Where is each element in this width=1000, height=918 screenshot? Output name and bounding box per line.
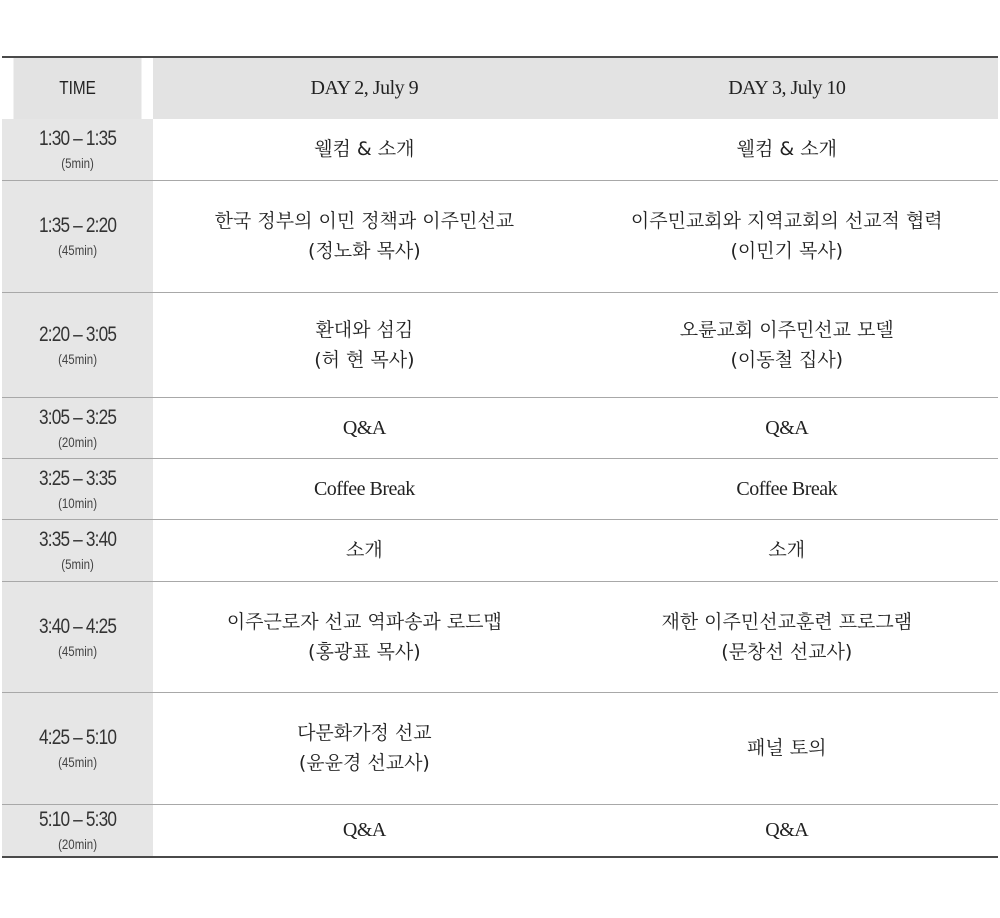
day2-session	[153, 519, 575, 581]
time-range: 3:05 – 3:25	[38, 405, 117, 429]
day2-session	[153, 180, 575, 292]
header-row	[2, 57, 998, 119]
session-title: Q&A	[342, 819, 386, 842]
day3-session	[576, 692, 998, 804]
time-duration: (45min)	[58, 350, 98, 367]
table-row	[2, 119, 998, 180]
table-row	[2, 180, 998, 292]
day2-session	[153, 581, 575, 692]
session-title: 오륜교회 이주민선교 모델	[679, 318, 894, 341]
session-title: 다문화가정 선교	[297, 722, 432, 744]
session-title: Q&A	[765, 819, 809, 842]
table-row	[2, 581, 998, 692]
time-cell	[2, 119, 153, 180]
day3-session	[576, 119, 998, 180]
schedule-table	[2, 56, 998, 858]
day3-session	[576, 397, 998, 458]
time-cell	[2, 180, 153, 292]
table-row	[2, 804, 998, 857]
day2-session	[153, 292, 575, 397]
table-row	[2, 692, 998, 804]
time-range: 4:25 – 5:10	[38, 726, 117, 749]
time-duration: (45min)	[58, 642, 98, 659]
day3-session	[576, 292, 998, 397]
day3-session	[576, 458, 998, 519]
time-cell	[2, 581, 153, 692]
session-title: Q&A	[342, 416, 386, 439]
session-title: 웰컴 & 소개	[736, 138, 837, 161]
session-speaker: (정노화 목사)	[308, 240, 421, 262]
day2-session	[153, 397, 575, 458]
time-range: 3:40 – 4:25	[38, 614, 117, 638]
time-duration: (45min)	[58, 242, 98, 258]
session-speaker: (홍광표 목사)	[308, 640, 421, 663]
session-title: 환대와 섬김	[315, 318, 414, 341]
time-column-header: TIME	[13, 57, 141, 119]
time-range: 2:20 – 3:05	[38, 322, 117, 346]
session-title: Coffee Break	[736, 477, 838, 500]
table-row	[2, 458, 998, 519]
time-range: 3:25 – 3:35	[38, 466, 117, 490]
day3-session	[576, 581, 998, 692]
time-cell	[2, 458, 153, 519]
day3-column-header: DAY 3, July 10	[576, 57, 998, 119]
day2-session	[153, 119, 575, 180]
session-speaker: (허 현 목사)	[314, 348, 415, 371]
session-speaker: (윤윤경 선교사)	[298, 752, 430, 774]
session-title: Coffee Break	[313, 477, 415, 500]
session-title: 재한 이주민선교훈련 프로그램	[661, 610, 913, 633]
time-duration: (20min)	[58, 836, 98, 853]
table-row	[2, 519, 998, 581]
day3-session	[576, 804, 998, 857]
session-speaker: (이동철 집사)	[730, 348, 844, 371]
table-row	[2, 292, 998, 397]
time-duration: (45min)	[58, 754, 98, 770]
session-title: 소개	[768, 539, 806, 561]
session-title: 이주근로자 선교 역파송과 로드맵	[226, 610, 502, 633]
time-duration: (5min)	[61, 556, 94, 572]
day2-column-header: DAY 2, July 9	[153, 57, 575, 119]
day3-session	[576, 519, 998, 581]
time-duration: (20min)	[58, 433, 98, 450]
session-title: 소개	[345, 539, 383, 561]
time-cell	[2, 519, 153, 581]
time-range: 5:10 – 5:30	[38, 808, 117, 832]
session-speaker: (이민기 목사)	[730, 240, 844, 262]
session-title: 웰컴 & 소개	[314, 138, 415, 161]
session-title: Q&A	[765, 416, 809, 439]
day2-session	[153, 692, 575, 804]
time-duration: (10min)	[58, 494, 98, 511]
table-row	[2, 397, 998, 458]
day3-session	[576, 180, 998, 292]
session-title: 이주민교회와 지역교회의 선교적 협력	[630, 210, 943, 232]
time-range: 1:30 – 1:35	[38, 127, 117, 151]
time-cell	[2, 292, 153, 397]
time-range: 1:35 – 2:20	[38, 214, 117, 237]
day2-session	[153, 458, 575, 519]
time-cell	[2, 804, 153, 857]
session-title: 한국 정부의 이민 정책과 이주민선교	[214, 210, 515, 232]
time-duration: (5min)	[61, 155, 94, 172]
time-cell	[2, 692, 153, 804]
session-speaker: (문창선 선교사)	[721, 640, 853, 663]
day2-session	[153, 804, 575, 857]
time-range: 3:35 – 3:40	[38, 528, 117, 551]
time-cell	[2, 397, 153, 458]
session-title: 패널 토의	[747, 737, 827, 759]
